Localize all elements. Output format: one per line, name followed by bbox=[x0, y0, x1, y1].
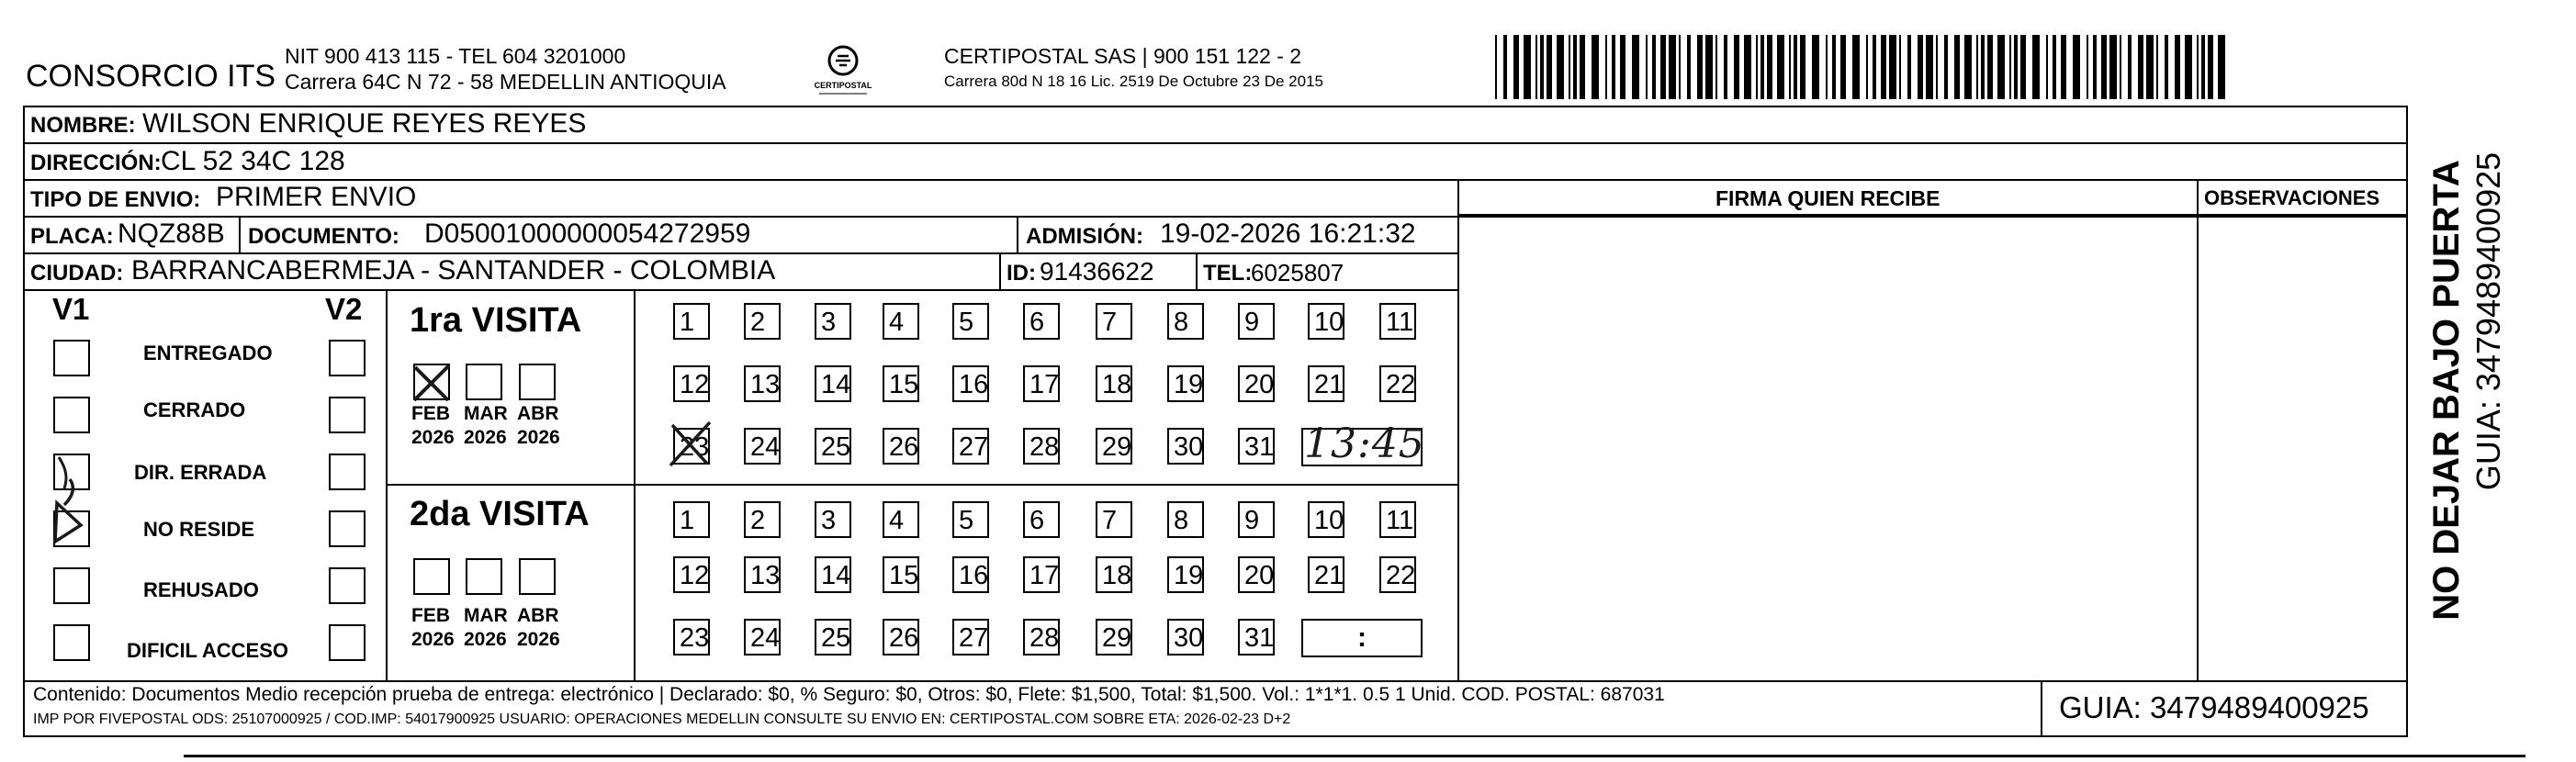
barcode-bar bbox=[2218, 35, 2225, 99]
barcode-bar bbox=[1503, 35, 1507, 99]
barcode-bar bbox=[1687, 35, 1691, 99]
ciudad-label: CIUDAD: bbox=[30, 261, 124, 286]
barcode-bar bbox=[1612, 35, 1615, 99]
barcode-bar bbox=[1580, 35, 1585, 99]
day-box[interactable]: 19 bbox=[1167, 556, 1204, 593]
day-box[interactable]: 30 bbox=[1167, 428, 1204, 465]
barcode-bar bbox=[2014, 35, 2018, 99]
barcode-bar bbox=[1573, 35, 1577, 99]
second-visit-time-box[interactable]: : bbox=[1301, 619, 1423, 657]
tel-label: TEL: bbox=[1203, 261, 1253, 286]
barcode-bar bbox=[1744, 35, 1751, 99]
day-box[interactable]: 9 bbox=[1238, 501, 1275, 538]
v2-header: V2 bbox=[325, 292, 363, 326]
barcode-bar bbox=[1812, 35, 1819, 99]
day-box[interactable]: 10 bbox=[1308, 501, 1344, 538]
day-box[interactable]: 29 bbox=[1096, 428, 1132, 465]
v1-header: V1 bbox=[52, 292, 90, 326]
documento-value: D05001000000054272959 bbox=[424, 219, 751, 249]
day-box[interactable]: 26 bbox=[883, 619, 919, 656]
barcode-bar bbox=[1620, 35, 1625, 99]
barcode-bar bbox=[1660, 35, 1666, 99]
tipo-value: PRIMER ENVIO bbox=[216, 182, 417, 212]
day-box[interactable]: 6 bbox=[1023, 303, 1060, 340]
barcode-bar bbox=[1826, 35, 1828, 99]
day-box[interactable]: 10 bbox=[1308, 303, 1344, 340]
barcode-bar bbox=[1852, 35, 1860, 99]
first-visit-time-written: 13:45 bbox=[1304, 420, 1425, 467]
day-box[interactable]: 5 bbox=[952, 501, 989, 538]
barcode-bar bbox=[1954, 35, 1960, 99]
barcode-bar bbox=[1540, 35, 1544, 99]
month-label: FEB bbox=[411, 403, 450, 424]
placa-value: NQZ88B bbox=[118, 219, 225, 249]
barcode-bar bbox=[2128, 35, 2132, 99]
barcode bbox=[1495, 35, 2227, 99]
day-box[interactable]: 5 bbox=[952, 303, 989, 340]
barcode-bar bbox=[2201, 35, 2205, 99]
company-name: CONSORCIO ITS bbox=[26, 59, 276, 94]
barcode-bar bbox=[1734, 35, 1739, 99]
year-label: 2026 bbox=[464, 427, 507, 448]
logo-text: CERTIPOSTAL bbox=[814, 81, 872, 90]
observations-area[interactable] bbox=[2199, 217, 2406, 679]
day-box[interactable]: 24 bbox=[744, 428, 781, 465]
direccion-value: CL 52 34C 128 bbox=[161, 146, 345, 176]
barcode-bar bbox=[1981, 35, 1985, 99]
day-box[interactable]: 15 bbox=[883, 556, 919, 593]
handwriting-marks bbox=[0, 0, 1469, 661]
day-box[interactable]: 21 bbox=[1308, 365, 1344, 402]
day-box[interactable]: 3 bbox=[815, 501, 851, 538]
barcode-bar bbox=[1866, 35, 1868, 99]
license-line: Carrera 80d N 18 16 Lic. 2519 De Octubre 23 De 2015 bbox=[944, 73, 1323, 90]
status-label: DIFICIL ACCESO bbox=[127, 639, 289, 662]
status-label: REHUSADO bbox=[143, 578, 259, 601]
day-box[interactable]: 30 bbox=[1167, 619, 1204, 656]
barcode-bar bbox=[1832, 35, 1836, 99]
day-box[interactable]: 27 bbox=[952, 619, 989, 656]
day-box[interactable]: 7 bbox=[1096, 501, 1132, 538]
day-box[interactable]: 7 bbox=[1096, 303, 1132, 340]
ciudad-value: BARRANCABERMEJA - SANTANDER - COLOMBIA bbox=[131, 255, 776, 286]
day-box[interactable]: 1 bbox=[673, 303, 710, 340]
barcode-bar bbox=[2165, 35, 2168, 99]
month-label: FEB bbox=[411, 605, 450, 626]
barcode-bar bbox=[2009, 35, 2011, 99]
month-label: MAR bbox=[464, 403, 508, 424]
barcode-bar bbox=[2197, 35, 2199, 99]
day-box[interactable]: 31 bbox=[1238, 619, 1275, 656]
day-box[interactable]: 8 bbox=[1167, 303, 1204, 340]
barcode-bar bbox=[2032, 35, 2040, 99]
footer-guia: GUIA: 3479489400925 bbox=[2059, 690, 2369, 724]
barcode-bar bbox=[1652, 35, 1656, 99]
day-box[interactable]: 21 bbox=[1308, 556, 1344, 593]
first-visit-title: 1ra VISITA bbox=[410, 301, 582, 340]
month-label: MAR bbox=[464, 605, 508, 626]
admision-value: 19-02-2026 16:21:32 bbox=[1160, 219, 1416, 249]
year-label: 2026 bbox=[517, 427, 560, 448]
placa-label: PLACA: bbox=[30, 224, 114, 249]
barcode-bar bbox=[1724, 35, 1727, 99]
year-label: 2026 bbox=[517, 629, 560, 650]
day-box[interactable]: 2 bbox=[744, 303, 781, 340]
barcode-bar bbox=[1697, 35, 1703, 99]
documento-label: DOCUMENTO: bbox=[248, 224, 399, 249]
barcode-bar bbox=[1944, 35, 1948, 99]
day-box[interactable]: 12 bbox=[673, 365, 710, 402]
barcode-bar bbox=[1605, 35, 1607, 99]
barcode-bar bbox=[2087, 35, 2088, 99]
barcode-bar bbox=[1987, 35, 1993, 99]
day-box[interactable]: 23 bbox=[673, 619, 710, 656]
barcode-bar bbox=[1592, 35, 1599, 99]
day-box[interactable]: 27 bbox=[952, 428, 989, 465]
day-box[interactable]: 9 bbox=[1238, 303, 1275, 340]
day-box[interactable]: 8 bbox=[1167, 501, 1204, 538]
day-box[interactable]: 16 bbox=[952, 556, 989, 593]
barcode-bar bbox=[2146, 35, 2154, 99]
month-label: ABR bbox=[517, 403, 559, 424]
barcode-bar bbox=[1889, 35, 1896, 99]
day-box[interactable]: 22 bbox=[1379, 365, 1416, 402]
barcode-bar bbox=[1881, 35, 1886, 99]
day-box[interactable]: 4 bbox=[883, 303, 919, 340]
tipo-label: TIPO DE ENVIO: bbox=[30, 187, 201, 212]
barcode-bar bbox=[2093, 35, 2097, 99]
barcode-bar bbox=[1777, 35, 1784, 99]
day-box[interactable]: 31 bbox=[1238, 428, 1275, 465]
day-box[interactable]: 6 bbox=[1023, 501, 1060, 538]
barcode-bar bbox=[1976, 35, 1978, 99]
firma-header: FIRMA QUIEN RECIBE bbox=[1715, 186, 1940, 210]
barcode-bar bbox=[1767, 35, 1772, 99]
barcode-bar bbox=[2185, 35, 2192, 99]
day-box[interactable]: 18 bbox=[1096, 365, 1132, 402]
day-box[interactable]: 22 bbox=[1379, 556, 1416, 593]
day-23-check-mark bbox=[670, 422, 710, 465]
footer-imp: IMP POR FIVEPOSTAL ODS: 25107000925 / COD.IMP: 54017900925 USUARIO: OPERACIONES MEDELLIN CONSULTE SU ENVIO EN: CERTIPOSTAL.COM SOBRE ETA: 2026-02-23 D+2 bbox=[33, 712, 1291, 727]
tear-line bbox=[184, 755, 2525, 757]
day-box[interactable]: 29 bbox=[1096, 619, 1132, 656]
day-box[interactable]: 11 bbox=[1379, 501, 1416, 538]
company-nit: NIT 900 413 115 - TEL 604 3201000 bbox=[285, 44, 626, 68]
day-box[interactable]: 28 bbox=[1023, 619, 1060, 656]
barcode-bar bbox=[1756, 35, 1758, 99]
day-box[interactable]: 3 bbox=[815, 303, 851, 340]
day-box[interactable]: 20 bbox=[1238, 556, 1275, 593]
barcode-bar bbox=[2020, 35, 2026, 99]
barcode-bar bbox=[1794, 35, 1797, 99]
barcode-bar bbox=[1873, 35, 1876, 99]
barcode-bar bbox=[1789, 35, 1791, 99]
barcode-bar bbox=[1646, 35, 1648, 99]
barcode-bar bbox=[1632, 35, 1639, 99]
year-label: 2026 bbox=[411, 427, 455, 448]
nombre-value: WILSON ENRIQUE REYES REYES bbox=[142, 108, 587, 139]
barcode-bar bbox=[1557, 35, 1564, 99]
barcode-bar bbox=[2061, 35, 2066, 99]
barcode-bar bbox=[2053, 35, 2056, 99]
barcode-bar bbox=[2046, 35, 2048, 99]
barcode-bar bbox=[2101, 35, 2107, 99]
day-box[interactable]: 17 bbox=[1023, 365, 1060, 402]
barcode-bar bbox=[1899, 35, 1901, 99]
barcode-bar bbox=[1926, 35, 1933, 99]
barcode-bar bbox=[1547, 35, 1552, 99]
barcode-bar bbox=[2175, 35, 2180, 99]
observaciones-header: OBSERVACIONES bbox=[2204, 186, 2380, 209]
id-label: ID: bbox=[1007, 261, 1036, 286]
day-box[interactable]: 20 bbox=[1238, 365, 1275, 402]
day-box[interactable]: 16 bbox=[952, 365, 989, 402]
direccion-label: DIRECCIÓN: bbox=[30, 151, 162, 175]
nombre-label: NOMBRE: bbox=[30, 113, 136, 138]
day-box[interactable]: 2 bbox=[744, 501, 781, 538]
day-box[interactable]: 18 bbox=[1096, 556, 1132, 593]
tel-value: 6025807 bbox=[1251, 259, 1344, 286]
status-label: NO RESIDE bbox=[143, 518, 255, 541]
barcode-bar bbox=[1705, 35, 1713, 99]
barcode-bar bbox=[1679, 35, 1681, 99]
day-box[interactable]: 11 bbox=[1379, 303, 1416, 340]
barcode-bar bbox=[2120, 35, 2121, 99]
day-box[interactable]: 28 bbox=[1023, 428, 1060, 465]
year-label: 2026 bbox=[464, 629, 507, 650]
barcode-bar bbox=[1997, 35, 2005, 99]
day-box[interactable]: 25 bbox=[815, 428, 851, 465]
day-box[interactable]: 23 bbox=[673, 428, 710, 465]
day-box[interactable]: 26 bbox=[883, 428, 919, 465]
barcode-bar bbox=[1669, 35, 1676, 99]
side-guia-number: GUIA: 3479489400925 bbox=[2469, 151, 2507, 491]
month-label: ABR bbox=[517, 605, 559, 626]
barcode-bar bbox=[1936, 35, 1938, 99]
day-box[interactable]: 1 bbox=[673, 501, 710, 538]
footer-contenido: Contenido: Documentos Medio recepción prueba de entrega: electrónico | Declarado: $0, % Seguro: $0, Otros: $0, Flete: $1,500, Total: $1,500. Vol.: 1*1*1. 0.5 1 Unid. COD. POSTAL: 687031 bbox=[33, 684, 1665, 705]
no-dejar-bajo-puerta: NO DEJAR BAJO PUERTA bbox=[2426, 160, 2467, 621]
day-box[interactable]: 14 bbox=[815, 556, 851, 593]
day-box[interactable]: 14 bbox=[815, 365, 851, 402]
barcode-bar bbox=[1495, 35, 1497, 99]
day-box[interactable]: 13 bbox=[744, 365, 781, 402]
day-box[interactable]: 19 bbox=[1167, 365, 1204, 402]
status-label: CERRADO bbox=[143, 398, 246, 421]
barcode-bar bbox=[1524, 35, 1531, 99]
barcode-bar bbox=[2156, 35, 2158, 99]
day-box[interactable]: 15 bbox=[883, 365, 919, 402]
day-box[interactable]: 24 bbox=[744, 619, 781, 656]
signature-area[interactable] bbox=[1460, 217, 2195, 679]
barcode-bar bbox=[2208, 35, 2213, 99]
barcode-bar bbox=[1918, 35, 1923, 99]
certipostal-line: CERTIPOSTAL SAS | 900 151 122 - 2 bbox=[944, 44, 1302, 68]
second-visit-title: 2da VISITA bbox=[410, 495, 590, 533]
barcode-bar bbox=[1760, 35, 1764, 99]
day-box[interactable]: 4 bbox=[883, 501, 919, 538]
barcode-bar bbox=[2109, 35, 2117, 99]
day-box[interactable]: 17 bbox=[1023, 556, 1060, 593]
status-label: DIR. ERRADA bbox=[134, 461, 267, 484]
barcode-bar bbox=[1840, 35, 1846, 99]
status-label: ENTREGADO bbox=[143, 342, 273, 364]
admision-label: ADMISIÓN: bbox=[1026, 224, 1143, 249]
barcode-bar bbox=[2073, 35, 2080, 99]
feb-check-mark bbox=[414, 365, 449, 400]
barcode-bar bbox=[1513, 35, 1519, 99]
barcode-bar bbox=[2138, 35, 2143, 99]
barcode-bar bbox=[1715, 35, 1717, 99]
day-box[interactable]: 13 bbox=[744, 556, 781, 593]
day-box[interactable]: 25 bbox=[815, 619, 851, 656]
barcode-bar bbox=[1964, 35, 1972, 99]
barcode-bar bbox=[1535, 35, 1537, 99]
no-reside-check-mark bbox=[55, 479, 81, 542]
barcode-bar bbox=[1800, 35, 1805, 99]
barcode-bar bbox=[1569, 35, 1570, 99]
day-box[interactable]: 12 bbox=[673, 556, 710, 593]
id-value: 91436622 bbox=[1040, 257, 1154, 286]
barcode-bar bbox=[1907, 35, 1911, 99]
company-address: Carrera 64C N 72 - 58 MEDELLIN ANTIOQUIA bbox=[285, 70, 726, 94]
year-label: 2026 bbox=[411, 629, 455, 650]
